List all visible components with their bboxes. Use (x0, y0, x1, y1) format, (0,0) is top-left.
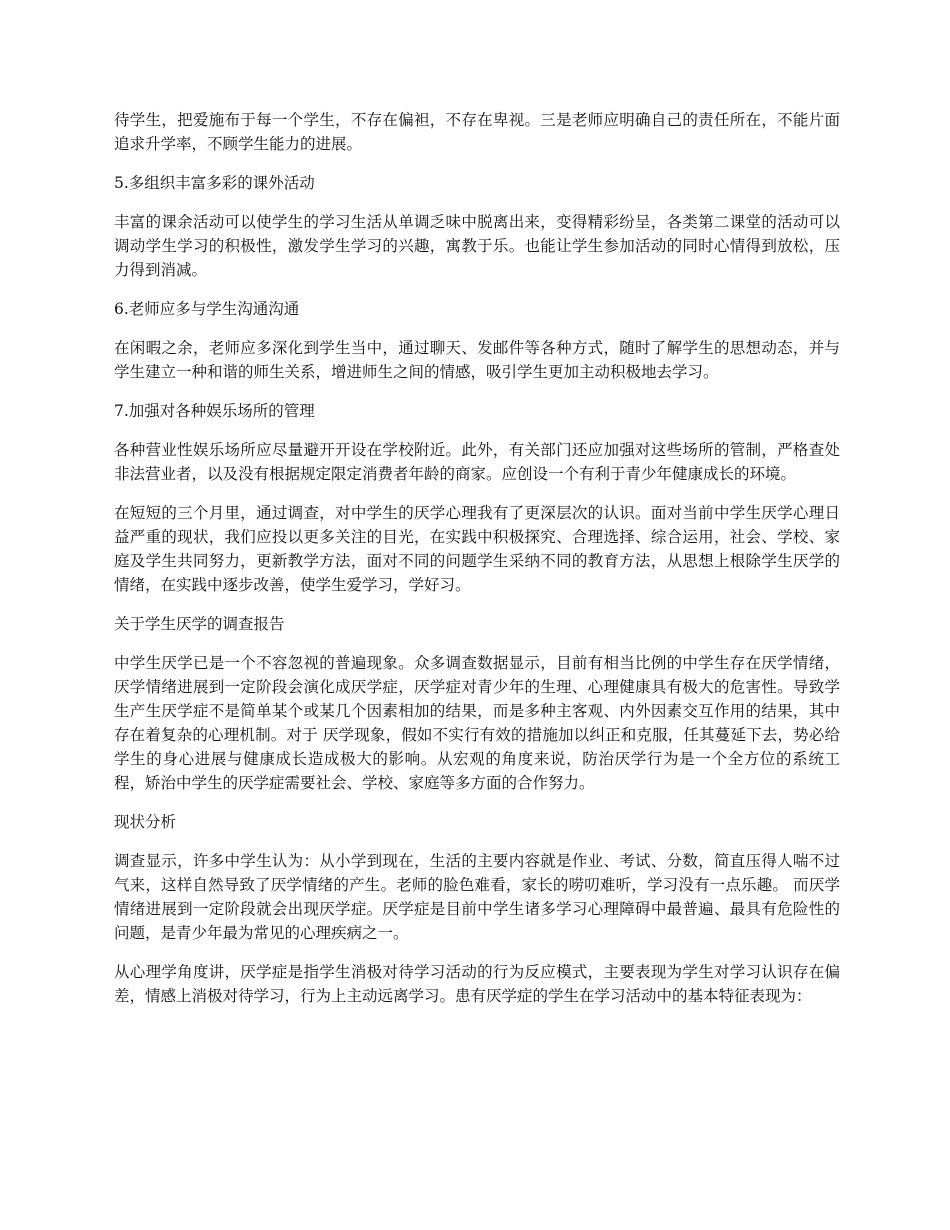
paragraph-extracurricular-activities: 丰富的课余活动可以使学生的学习生活从单调乏味中脱离出来，变得精彩纷呈，各类第二课堂的活动可以调动学生学习的积极性，激发学生学习的兴趣，寓教于乐。也能让学生参加活动的同时心情得到放松，压力得到消减。 (114, 213, 840, 279)
document-page (114, 108, 840, 1023)
paragraph-conclusion: 在短短的三个月里，通过调查，对中学生的厌学心理我有了更深层次的认识。面对当前中学生厌学心理日益严重的现状，我们应投以更多关注的目光，在实践中积极探究、合理选择、综合运用，社会、学校、家庭及学生共同努力，更新教学方法，面对不同的问题学生采纳不同的教育方法，从思想上根除学生厌学的情绪，在实践中逐步改善，使学生爱学习，学好习。 (114, 504, 840, 594)
paragraph-entertainment-management: 各种营业性娱乐场所应尽量避开开设在学校附近。此外，有关部门还应加强对这些场所的管制，严格查处非法营业者，以及没有根据规定限定消费者年龄的商家。应创设一个有利于青少年健康成长的环境。 (114, 441, 840, 483)
paragraph-psychology-perspective: 从心理学角度讲，厌学症是指学生消极对待学习活动的行为反应模式，主要表现为学生对学习认识存在偏差，情感上消极对待学习，行为上主动远离学习。患有厌学症的学生在学习活动中的基本特征表现为： (114, 963, 840, 1005)
heading-entertainment-management: 7.加强对各种娱乐场所的管理 (114, 402, 315, 420)
heading-teacher-communication: 6.老师应多与学生沟通沟通 (114, 300, 300, 318)
paragraph-teacher-communication: 在闲暇之余，老师应多深化到学生当中，通过聊天、发邮件等各种方式，随时了解学生的思想动态，并与学生建立一种和谐的师生关系，增进师生之间的情感，吸引学生更加主动积极地去学习。 (114, 339, 840, 381)
paragraph-survey-intro: 中学生厌学已是一个不容忽视的普遍现象。众多调查数据显示，目前有相当比例的中学生存在厌学情绪，厌学情绪进展到一定阶段会演化成厌学症，厌学症对青少年的生理、心理健康具有极大的危害性。导致学生产生厌学症不是简单某个或某几个因素相加的结果，而是多种主客观、内外因素交互作用的结果，其中存在着复杂的心理机制。对于 厌学现象，假如不实行有效的措施加以纠正和克服，任其蔓延下去，势必给学生的身心进展与健康成长造成极大的影响。从宏观的角度来说，防治厌学行为是一个全方位的系统工程，矫治中学生的厌学症需要社会、学校、家庭等多方面的合作努力。 (114, 654, 840, 792)
paragraph-intro-continuation: 待学生，把爱施布于每一个学生，不存在偏袒，不存在卑视。三是老师应明确自己的责任所在，不能片面追求升学率，不顾学生能力的进展。 (114, 111, 840, 153)
heading-extracurricular-activities: 5.多组织丰富多彩的课外活动 (114, 174, 315, 192)
paragraph-status-analysis: 调查显示，许多中学生认为：从小学到现在，生活的主要内容就是作业、考试、分数，简直压得人喘不过气来，这样自然导致了厌学情绪的产生。老师的脸色难看，家长的唠叨难听，学习没有一点乐趣。 而厌学情绪进展到一定阶段就会出现厌学症。厌学症是目前中学生诸多学习心理障碍中最普遍、最具有危险性的问题，是青少年最为常见的心理疾病之一。 (114, 852, 840, 942)
heading-status-analysis: 现状分析 (114, 813, 177, 831)
heading-survey-report: 关于学生厌学的调查报告 (114, 615, 285, 633)
